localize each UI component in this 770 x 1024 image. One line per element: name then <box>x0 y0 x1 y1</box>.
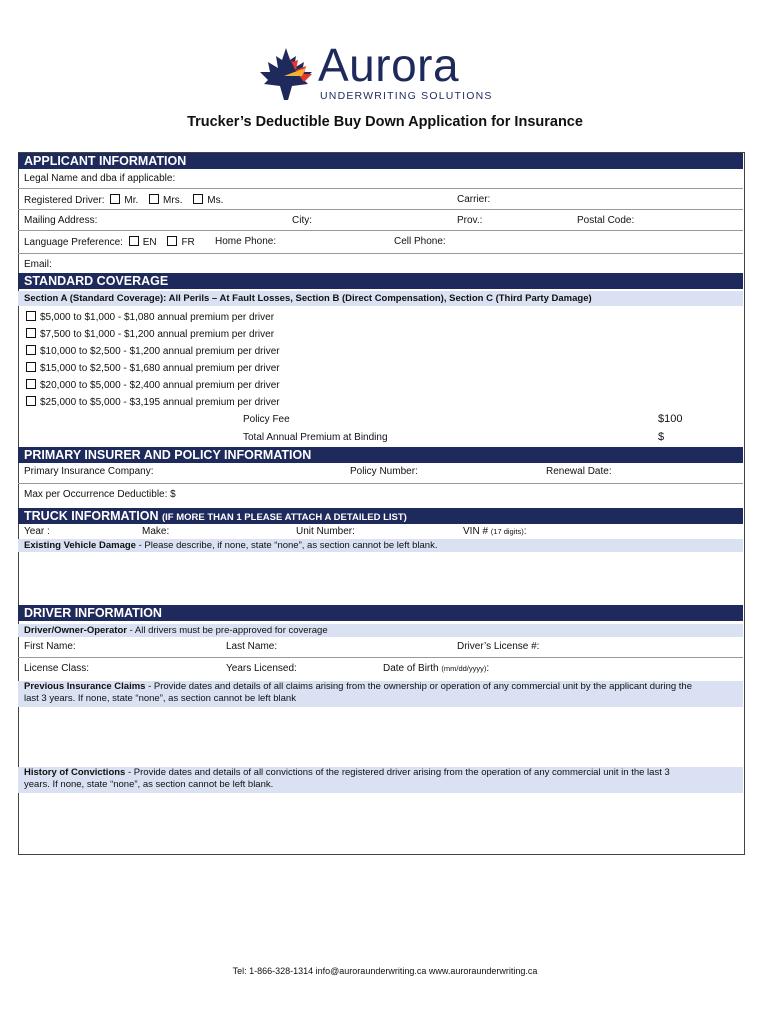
driver-owner-title: Driver/Owner-Operator <box>24 625 127 636</box>
ms-label: Ms. <box>207 195 224 206</box>
driver-owner-note <box>18 624 743 637</box>
vin-text: VIN # <box>463 526 489 537</box>
postal-code-label: Postal Code: <box>577 215 635 226</box>
brand-tagline: UNDERWRITING SOLUTIONS <box>320 90 493 102</box>
coverage-option-label: $20,000 to $5,000 - $2,400 annual premium per driver <box>40 380 280 391</box>
maple-leaf-icon <box>258 46 314 102</box>
city-label: City: <box>292 215 312 226</box>
year-label: Year : <box>24 526 50 537</box>
driver-owner-text: - All drivers must be pre-approved for coverage <box>126 625 328 636</box>
section-truck-header <box>18 508 743 524</box>
dob-note: (mm/dd/yyyy) <box>441 664 487 673</box>
home-phone-label: Home Phone: <box>215 236 277 247</box>
mrs-label: Mrs. <box>163 195 183 206</box>
drivers-license-label: Driver’s License #: <box>457 641 540 652</box>
en-checkbox[interactable] <box>129 236 139 246</box>
divider <box>18 657 743 658</box>
coverage-option[interactable] <box>26 311 274 323</box>
previous-claims-text: - Provide dates and details of all claims arising from the ownership or operation of any commercial unit by the applicant during the <box>145 681 692 692</box>
deductible-label: Max per Occurrence Deductible: $ <box>24 489 176 500</box>
divider <box>18 188 743 189</box>
coverage-option[interactable] <box>26 345 280 357</box>
convictions-text: - Provide dates and details of all convictions of the registered driver arising from the operation of any commercial unit in the last 3 <box>125 767 670 778</box>
section-driver-header: DRIVER INFORMATION <box>18 605 743 621</box>
divider <box>18 209 743 210</box>
coverage-checkbox[interactable] <box>26 362 36 372</box>
en-label: EN <box>142 237 157 248</box>
total-premium-label: Total Annual Premium at Binding <box>243 432 388 443</box>
convictions-text-line2: years. If none, state “none”, as section cannot be left blank. <box>24 779 274 790</box>
total-premium-value: $ <box>658 431 665 443</box>
registered-driver-row <box>24 194 223 206</box>
truck-header-title: TRUCK INFORMATION <box>24 509 159 523</box>
cell-phone-label: Cell Phone: <box>394 236 446 247</box>
coverage-option-label: $10,000 to $2,500 - $1,200 annual premium per driver <box>40 346 280 357</box>
registered-driver-label: Registered Driver: <box>24 195 105 206</box>
page-title: Trucker’s Deductible Buy Down Application for Insurance <box>187 114 583 130</box>
footer-contact: Tel: 1-866-328-1314 info@auroraunderwriting.ca www.auroraunderwriting.ca <box>232 966 538 976</box>
language-label: Language Preference: <box>24 237 123 248</box>
vin-colon: : <box>523 526 527 537</box>
previous-claims-instructions <box>18 681 743 707</box>
ms-checkbox[interactable] <box>193 194 203 204</box>
coverage-option[interactable] <box>26 362 280 374</box>
coverage-option-label: $7,500 to $1,000 - $1,200 annual premium per driver <box>40 329 275 340</box>
previous-claims-title: Previous Insurance Claims <box>24 681 146 692</box>
coverage-option-label: $25,000 to $5,000 - $3,195 annual premium per driver <box>40 397 280 408</box>
coverage-option[interactable] <box>26 328 274 340</box>
divider <box>18 483 743 484</box>
policy-fee-value: $100 <box>658 413 683 425</box>
section-applicant-header: APPLICANT INFORMATION <box>18 153 743 169</box>
divider <box>18 253 743 254</box>
language-row <box>24 236 195 248</box>
dob-text: Date of Birth <box>383 663 439 674</box>
coverage-option[interactable] <box>26 396 280 408</box>
vehicle-damage-title: Existing Vehicle Damage <box>24 540 136 551</box>
application-form <box>18 152 745 855</box>
convictions-title: History of Convictions <box>24 767 126 778</box>
unit-number-label: Unit Number: <box>296 526 355 537</box>
mr-checkbox[interactable] <box>110 194 120 204</box>
dob-colon: : <box>486 663 490 674</box>
mr-label: Mr. <box>124 195 139 206</box>
insurance-company-label: Primary Insurance Company: <box>24 466 154 477</box>
dob-label <box>383 663 489 674</box>
coverage-checkbox[interactable] <box>26 328 36 338</box>
coverage-checkbox[interactable] <box>26 311 36 321</box>
license-class-label: License Class: <box>24 663 90 674</box>
truck-header-note: (IF MORE THAN 1 PLEASE ATTACH A DETAILED LIST) <box>161 512 407 523</box>
coverage-option[interactable] <box>26 379 280 391</box>
coverage-subheading: Section A (Standard Coverage): All Perils – At Fault Losses, Section B (Direct Compensation), Section C (Third Party Damage) <box>18 291 743 306</box>
vehicle-damage-text: - Please describe, if none, state “none”, as section cannot be left blank. <box>135 540 438 551</box>
fr-label: FR <box>181 237 195 248</box>
last-name-label: Last Name: <box>226 641 278 652</box>
fr-checkbox[interactable] <box>167 236 177 246</box>
vin-label <box>463 526 527 537</box>
policy-fee-label: Policy Fee <box>243 414 290 425</box>
policy-number-label: Policy Number: <box>350 466 418 477</box>
mailing-address-label: Mailing Address: <box>24 215 98 226</box>
first-name-label: First Name: <box>24 641 76 652</box>
previous-claims-text-line2: last 3 years. If none, state “none”, as section cannot be left blank <box>24 693 296 704</box>
convictions-instructions <box>18 767 743 793</box>
aurora-logo <box>258 39 498 104</box>
section-coverage-header: STANDARD COVERAGE <box>18 273 743 289</box>
coverage-option-label: $15,000 to $2,500 - $1,680 annual premium per driver <box>40 363 280 374</box>
province-label: Prov.: <box>457 215 483 226</box>
section-insurer-header: PRIMARY INSURER AND POLICY INFORMATION <box>18 447 743 463</box>
make-label: Make: <box>142 526 170 537</box>
divider <box>18 230 743 231</box>
coverage-checkbox[interactable] <box>26 396 36 406</box>
coverage-option-label: $5,000 to $1,000 - $1,080 annual premium per driver <box>40 312 275 323</box>
coverage-checkbox[interactable] <box>26 345 36 355</box>
vin-note: (17 digits) <box>490 527 524 536</box>
coverage-checkbox[interactable] <box>26 379 36 389</box>
vehicle-damage-instructions <box>18 539 743 552</box>
brand-name: Aurora <box>318 39 460 91</box>
mrs-checkbox[interactable] <box>149 194 159 204</box>
years-licensed-label: Years Licensed: <box>226 663 297 674</box>
legal-name-label: Legal Name and dba if applicable: <box>24 173 176 184</box>
carrier-label: Carrier: <box>457 194 491 205</box>
email-label: Email: <box>24 259 52 270</box>
renewal-date-label: Renewal Date: <box>546 466 612 477</box>
